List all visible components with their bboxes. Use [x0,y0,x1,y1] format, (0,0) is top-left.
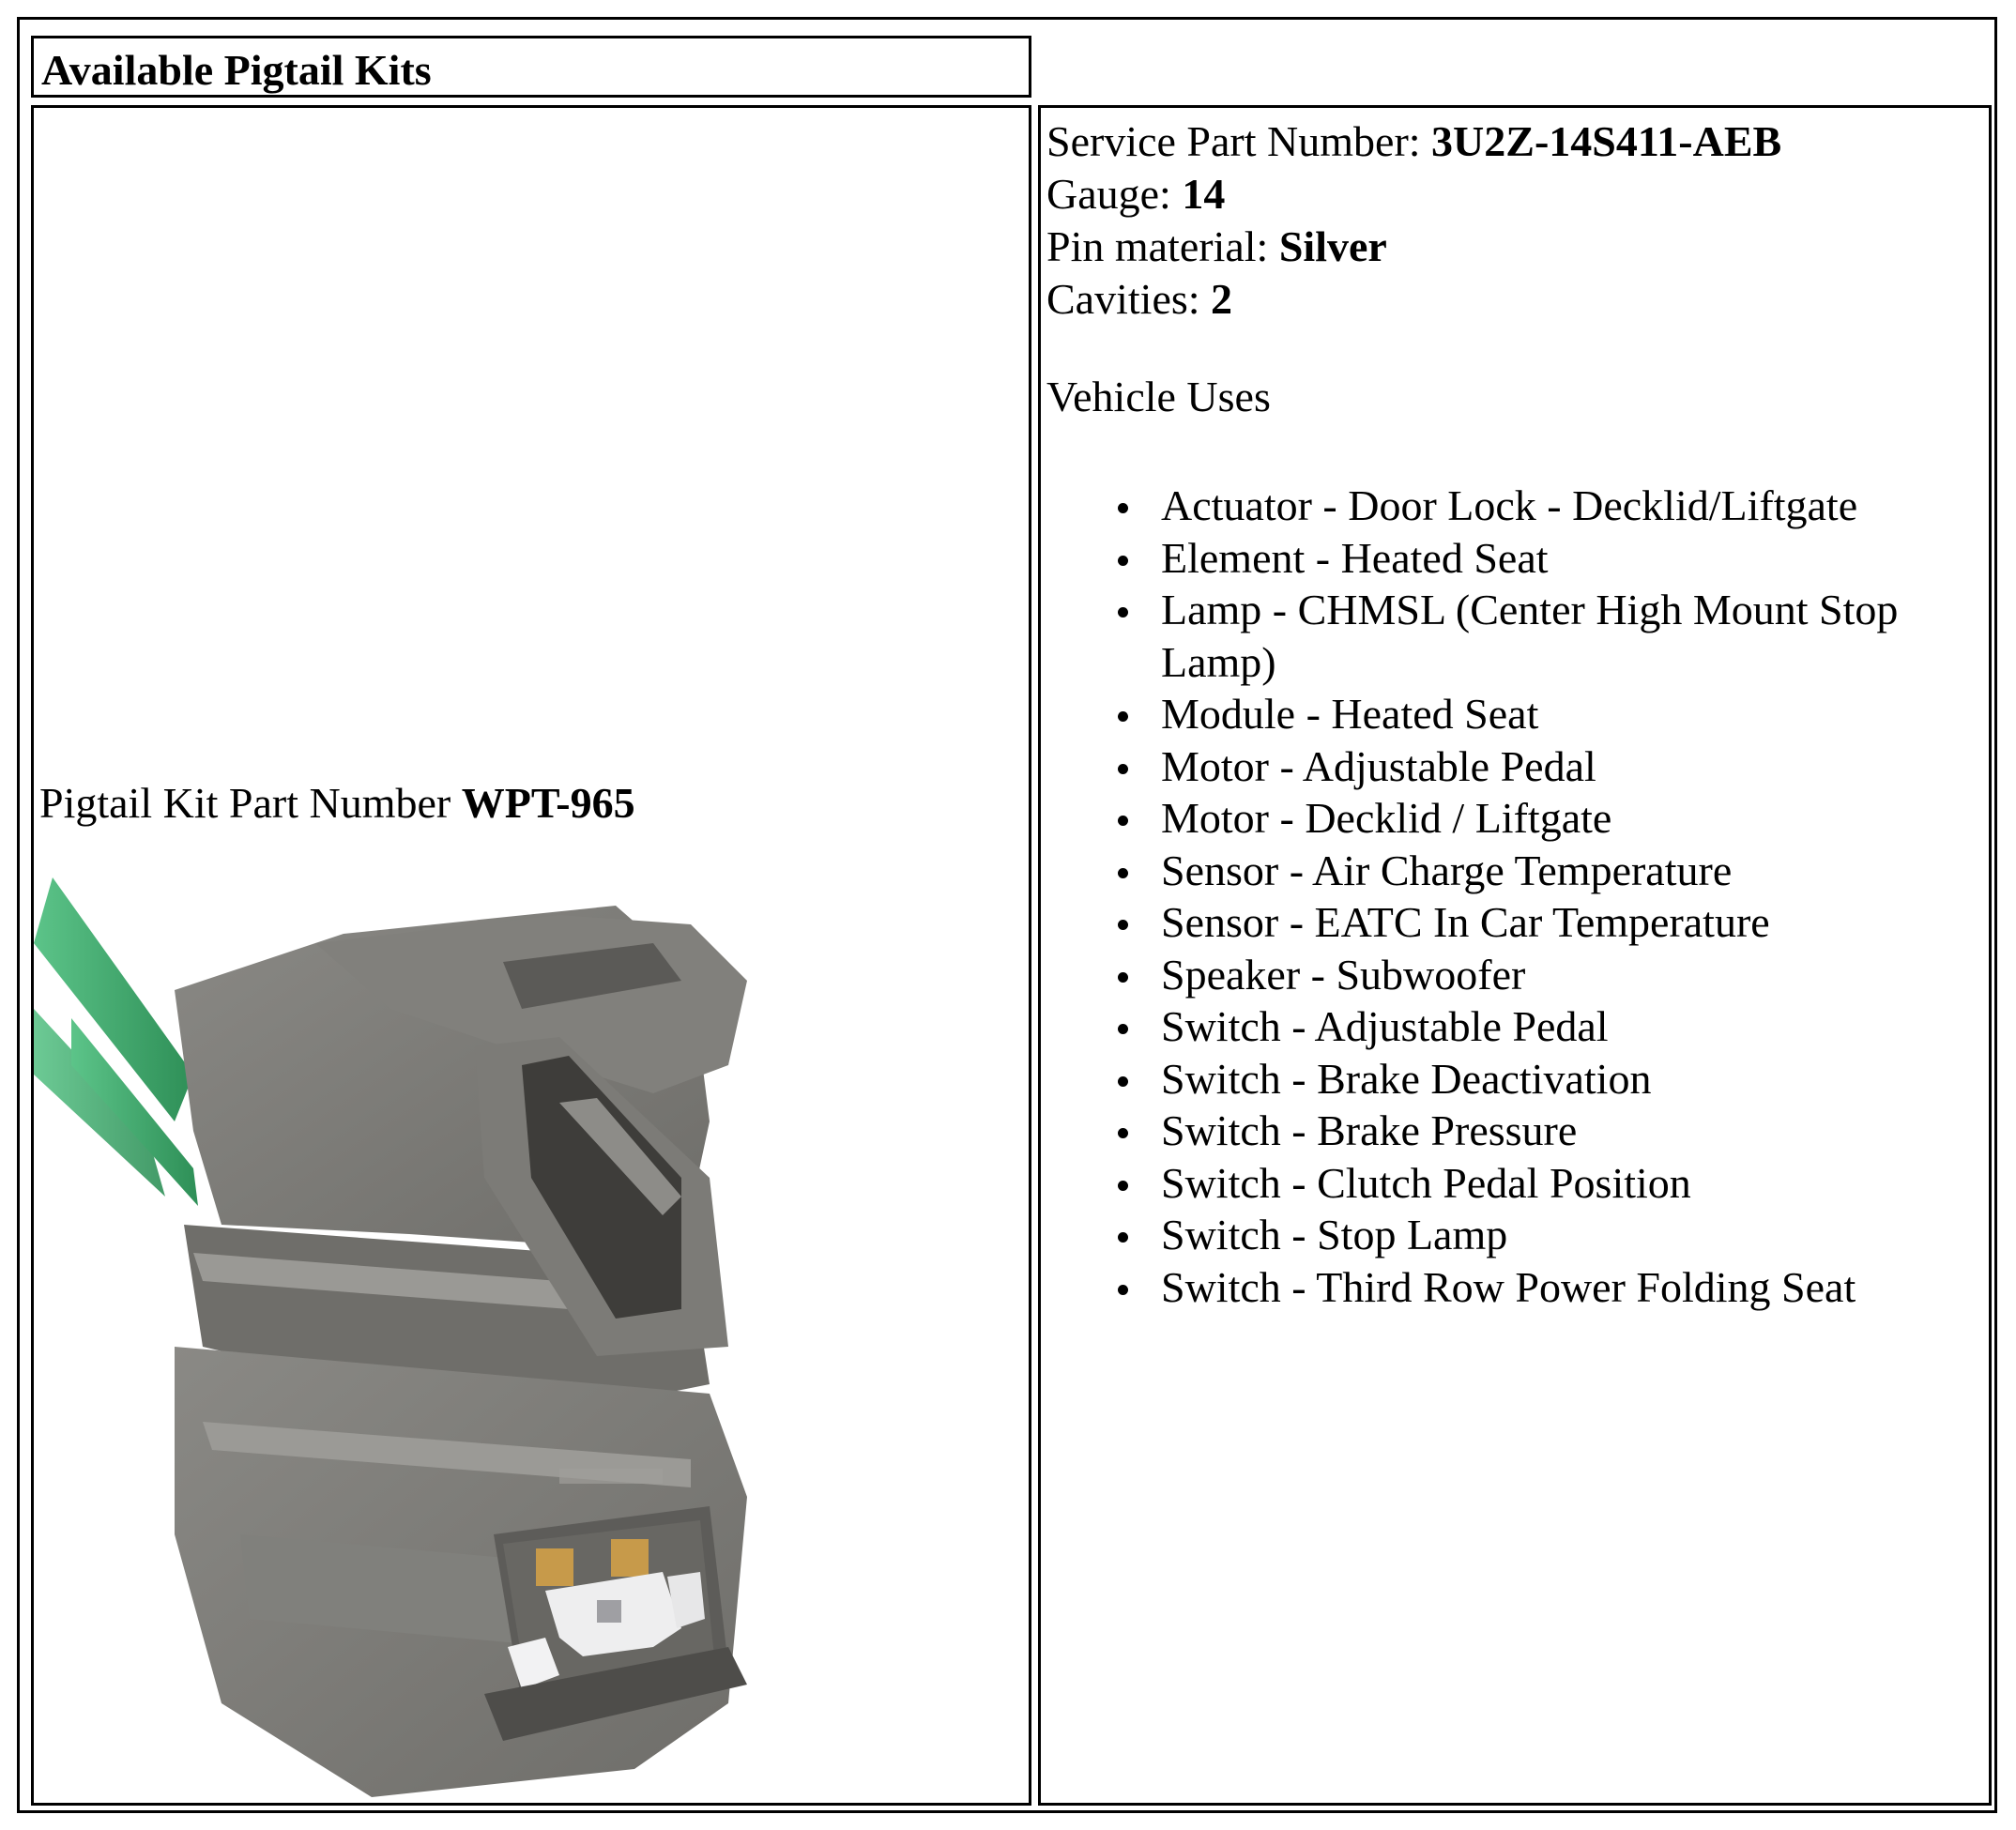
list-item: Switch - Third Row Power Folding Seat [1041,1261,1985,1314]
list-item: Sensor - Air Charge Temperature [1041,845,1985,897]
connector-photo [34,821,1029,1803]
cavities-value: 2 [1211,275,1233,323]
page-title: Available Pigtail Kits [41,46,432,94]
pigtail-cell [31,105,1031,1806]
cavities-label: Cavities: [1046,275,1200,323]
gauge-label: Gauge: [1046,170,1171,218]
list-item: Sensor - EATC In Car Temperature [1041,896,1985,949]
pin-material-value: Silver [1278,222,1387,270]
pigtail-part-line [39,778,635,829]
list-item: Switch - Brake Pressure [1041,1105,1985,1157]
list-item: Actuator - Door Lock - Decklid/Liftgate [1041,480,1985,532]
service-part-label: Service Part Number: [1046,117,1421,165]
list-item: Switch - Brake Deactivation [1041,1053,1985,1106]
list-item: Switch - Clutch Pedal Position [1041,1157,1985,1210]
cavities-row [1046,273,1781,326]
service-part-row [1046,115,1781,168]
gauge-value: 14 [1182,170,1226,218]
list-item: Switch - Adjustable Pedal [1041,1000,1985,1053]
vehicle-uses-list [1041,480,1985,1313]
details-cell [1038,105,1992,1806]
gauge-row [1046,168,1781,221]
vehicle-uses-title: Vehicle Uses [1046,373,1271,420]
list-item: Motor - Decklid / Liftgate [1041,792,1985,845]
pigtail-part-label: Pigtail Kit Part Number [39,779,451,827]
list-item: Switch - Stop Lamp [1041,1209,1985,1261]
pigtail-part-number: WPT-965 [461,779,635,827]
list-item: Motor - Adjustable Pedal [1041,740,1985,793]
list-item: Module - Heated Seat [1041,688,1985,740]
list-item: Lamp - CHMSL (Center High Mount Stop Lamp) [1041,584,1985,688]
service-part-value: 3U2Z-14S411-AEB [1431,117,1782,165]
list-item: Speaker - Subwoofer [1041,949,1985,1001]
pin-material-label: Pin material: [1046,222,1269,270]
spec-list [1046,115,1781,326]
pin-material-row [1046,221,1781,273]
header-cell [31,36,1031,98]
list-item: Element - Heated Seat [1041,532,1985,585]
